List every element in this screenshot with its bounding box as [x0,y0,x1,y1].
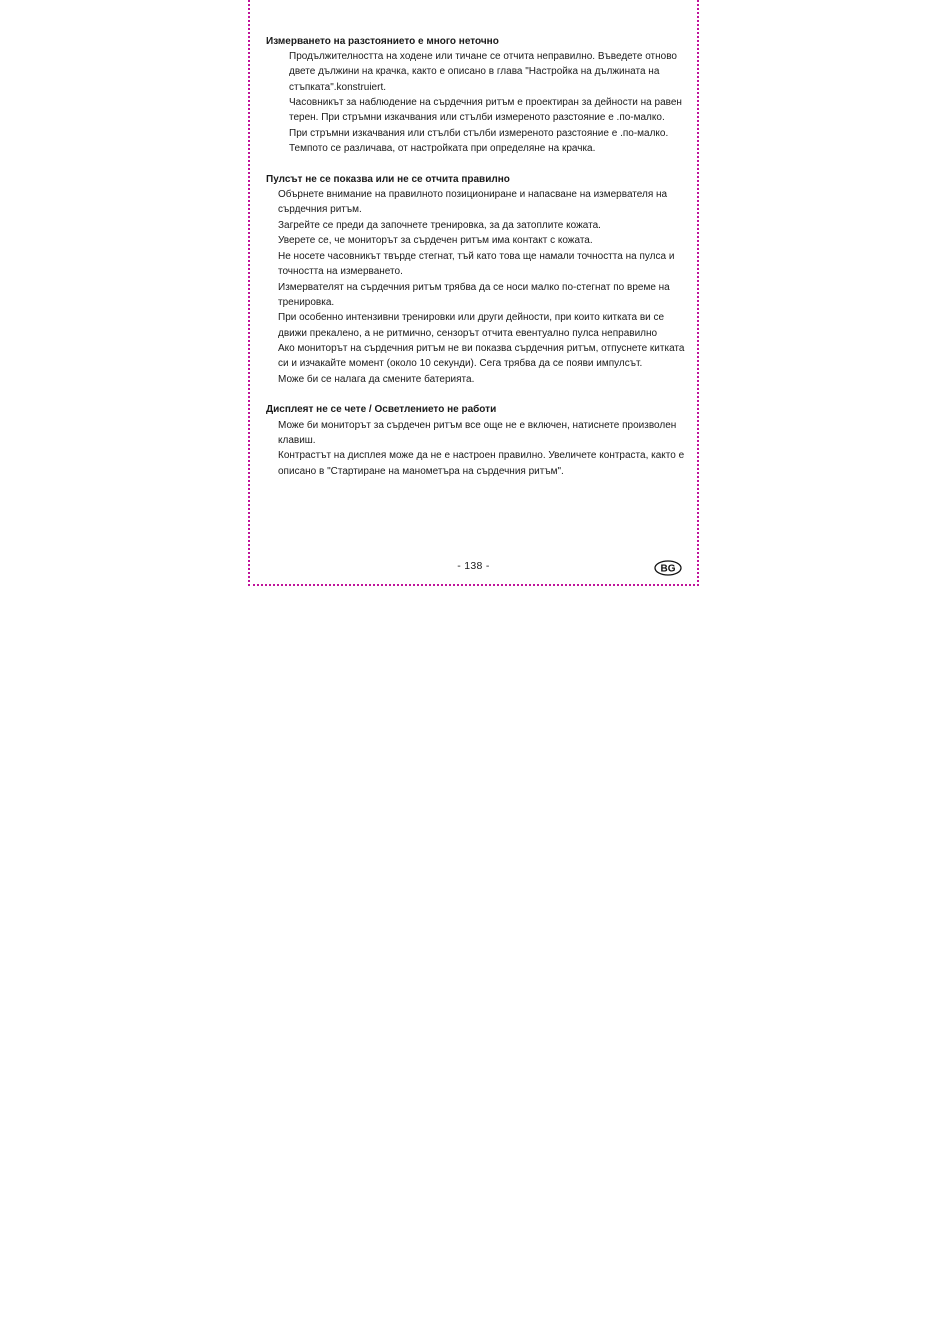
section-heading: Измерването на разстоянието е много неточно [266,36,499,47]
language-badge-icon [654,560,682,576]
paragraph: Ако мониторът на сърдечния ритъм не ви показва сърдечния ритъм, отпуснете китката си и изчакайте момент (около 10 секунди). Сега трябва да се появи импулсът. [278,343,685,370]
paragraph: Обърнете внимание на правилното позициониране и напасване на измервателя на сърдечния ритъм. [278,188,668,215]
section-display-unreadable [266,402,686,478]
paragraph: При особенно интензивни тренировки или други дейности, при които китката ви се движи прекалено, а не ритмично, сензорът отчита евентуално пулса неправилно [278,312,665,339]
paragraph: Загрейте се преди да започнете тренировка, за да затоплите кожата. [278,219,601,231]
section-heading: Дисплеят не се чете / Осветлението не работи [266,404,497,416]
section-heading: Пулсът не се показва или не се отчита правилно [266,173,510,185]
paragraph: Часовникът за наблюдение на сърдечния ритъм е проектиран за дейности на равен терен. При стръмни изкачвания или стълби измереното разстояние е .по-малко. [289,97,682,124]
section-distance-inaccurate [266,34,686,156]
document-content [266,34,686,479]
paragraph: Може би се налага да смените батерията. [278,373,475,385]
paragraph: Уверете се, че мониторът за сърдечен ритъм има контакт с кожата. [278,235,593,247]
paragraph: Измервателят на сърдечния ритъм трябва да се носи малко по-стегнат по време на тренировка. [278,281,670,308]
page-number: - 138 - [457,560,490,572]
page-footer [250,558,697,580]
language-badge [654,560,682,576]
language-badge-label: BG [660,563,676,575]
paragraph: Контрастът на дисплея може да не е настроен правилно. Увеличете контраста, както е описано в "Стартиране на манометъра на сърдечния ритъм". [278,450,685,477]
paragraph: Продължителността на ходене или тичане се отчита неправилно. Въведете отново двете дължини на крачка, както е описано в глава "Настройка на дължината на стъпката".konstruiert. [289,51,677,93]
section-pulse-not-shown [266,172,686,388]
paragraph: При стръмни изкачвания или стълби стълби измереното разстояние е .по-малко. Темпото се различава, от настройката при определяне на крачка. [289,128,669,155]
paragraph: Не носете часовникът твърде стегнат, тъй като това ще намали точността на пулса и точността на измерването. [278,250,675,277]
paragraph: Може би мониторът за сърдечен ритъм все още не е включен, натиснете произволен клавиш. [278,419,677,446]
